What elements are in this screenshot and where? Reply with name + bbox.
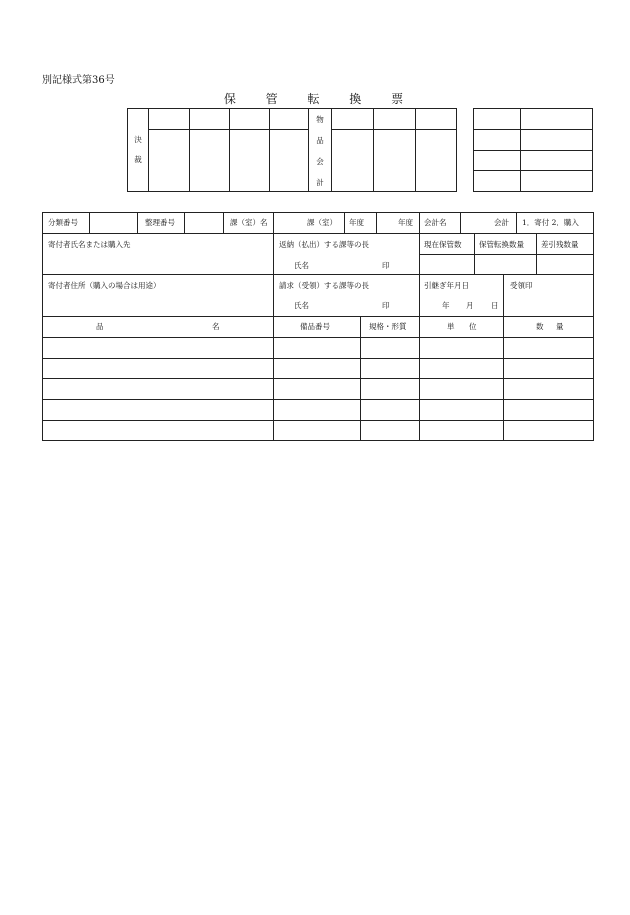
- label-transfer-count: 保管転換数量: [479, 240, 524, 249]
- kessai-char-1: 決: [134, 135, 142, 144]
- label-nendo-1: 年度: [349, 218, 364, 227]
- label-tan: 単: [447, 322, 455, 331]
- label-year: 年: [442, 301, 450, 310]
- label-mei: 名: [212, 322, 220, 331]
- form-number: 別記様式第36号: [42, 75, 115, 86]
- label-ka-shitsu: 課（室）: [307, 218, 337, 227]
- label-kaikei: 会計: [494, 218, 509, 227]
- kessai-char-2: 裁: [134, 155, 142, 164]
- label-bihin-bango: 備品番号: [300, 322, 330, 331]
- label-bunrui-bango: 分類番号: [48, 218, 78, 227]
- label-remaining-count: 差引残数量: [541, 240, 579, 249]
- label-seal-1: 印: [382, 261, 390, 270]
- label-ka-shitsu-mei: 課（室）名: [230, 218, 268, 227]
- buppin-char-2: 品: [316, 136, 324, 145]
- label-day: 日: [491, 301, 499, 310]
- label-current-count: 現在保管数: [424, 240, 462, 249]
- form-title: 保 管 転 換 票: [223, 92, 417, 106]
- label-seiri-bango: 整理番号: [145, 218, 175, 227]
- label-month: 月: [466, 301, 474, 310]
- label-name-1: 氏名: [294, 261, 309, 270]
- label-i: 位: [469, 322, 477, 331]
- label-name-2: 氏名: [294, 301, 309, 310]
- buppin-char-3: 会: [316, 157, 324, 166]
- label-kaikei-mei: 会計名: [424, 218, 447, 227]
- buppin-char-4: 計: [316, 178, 324, 187]
- label-return-dept: 返納（払出）する課等の長: [279, 240, 369, 249]
- label-nendo-2: 年度: [398, 218, 413, 227]
- label-receipt-seal: 受領印: [510, 281, 533, 290]
- label-ryou: 量: [556, 322, 564, 331]
- label-donor-name: 寄付者氏名または購入先: [48, 240, 131, 249]
- label-seal-2: 印: [382, 301, 390, 310]
- label-kikaku: 規格・形質: [369, 322, 407, 331]
- label-kifu-konyu: 1．寄付 2．購入: [522, 218, 579, 227]
- buppin-char-1: 物: [316, 115, 324, 124]
- label-handover-date: 引継ぎ年月日: [424, 281, 469, 290]
- label-suu: 数: [536, 322, 544, 331]
- label-hin: 品: [96, 322, 104, 331]
- label-request-dept: 請求（受領）する課等の長: [279, 281, 369, 290]
- label-donor-address: 寄付者住所（購入の場合は用途）: [48, 281, 161, 290]
